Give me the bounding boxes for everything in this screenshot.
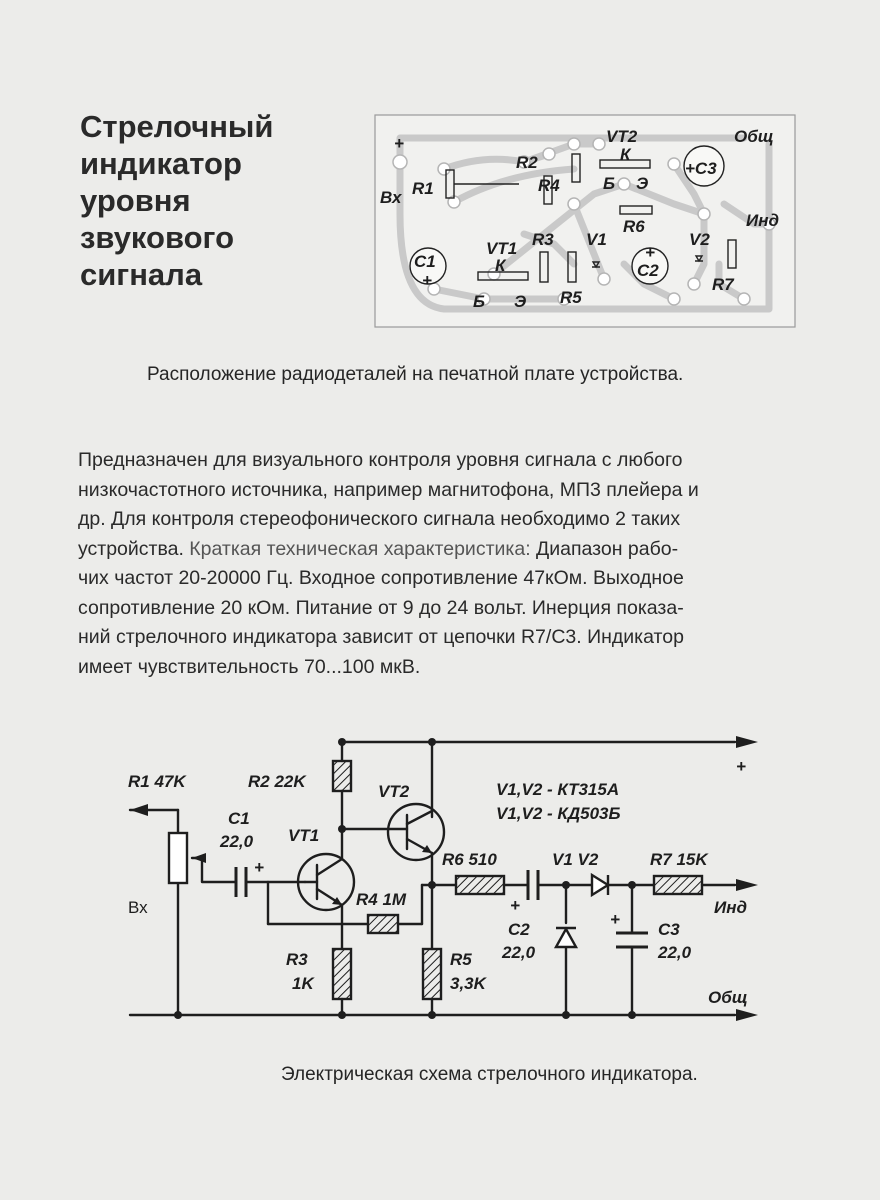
c2-label: C2 <box>508 920 530 939</box>
r6-body <box>456 876 504 894</box>
r5-body <box>423 949 441 999</box>
pcb-v1-label: V1 <box>586 230 607 249</box>
schematic-caption: Электрическая схема стрелочного индикатора. <box>281 1064 698 1085</box>
component-note-1: V1,V2 - КТ315А <box>496 780 620 799</box>
pcb-r2-label: R2 <box>516 153 538 172</box>
pcb-c2-plus: + <box>645 243 655 262</box>
r7-body <box>654 876 702 894</box>
title-line: Стрелочный <box>80 109 274 144</box>
vt2-label: VT2 <box>378 782 410 801</box>
vt2-symbol <box>388 804 444 860</box>
input-label: Вх <box>128 898 148 917</box>
pcb-plus-label: + <box>394 134 404 153</box>
r3-value: 1K <box>292 974 314 993</box>
pcb-vt1-b-label: Б <box>473 292 486 311</box>
title-line: уровня <box>80 183 191 218</box>
pcb-layout-figure <box>374 114 796 328</box>
title-line: сигнала <box>80 257 203 292</box>
description-line: Предназначен для визуального контроля уровня сигнала с любого <box>78 449 683 471</box>
r5-label: R5 <box>450 950 472 969</box>
description-line: ний стрелочного индикатора зависит от цепочки R7/C3. Индикатор <box>78 626 684 648</box>
pcb-vt2-e-label: Э <box>636 174 649 193</box>
description-fragment: устройства. <box>78 537 190 560</box>
pcb-c1-label: C1 <box>414 252 436 271</box>
r2-body <box>333 761 351 791</box>
pcb-r7-label: R7 <box>712 275 734 294</box>
pcb-c2-label: C2 <box>637 261 659 280</box>
output-arrow <box>736 879 758 891</box>
r7-label: R7 15K <box>650 850 708 869</box>
vt1-label: VT1 <box>288 826 320 845</box>
r3-label: R3 <box>286 950 308 969</box>
input-arrow <box>130 804 148 816</box>
description-line: имеет чувствительность 70...100 мкВ. <box>78 655 421 678</box>
v2-diode <box>592 875 608 895</box>
r2-label: R2 22K <box>248 772 306 791</box>
pcb-input-label: Вх <box>380 188 402 207</box>
r4-body <box>368 915 398 933</box>
pcb-caption: Расположение радиодеталей на печатной плате устройства. <box>147 364 684 385</box>
ground-label: Общ <box>708 988 748 1007</box>
component-note-2: V1,V2 - КД503Б <box>496 804 621 823</box>
pcb-vt2-k-label: К <box>620 145 631 164</box>
pcb-r3-label: R3 <box>532 230 554 249</box>
r4-label: R4 1M <box>356 890 407 909</box>
c2-plus: + <box>510 896 520 915</box>
pcb-r1-label: R1 <box>412 179 434 198</box>
output-label: Инд <box>714 898 748 917</box>
c1-label: C1 <box>228 809 250 828</box>
plus-arrow <box>736 736 758 748</box>
pcb-ground-label: Общ <box>734 127 774 146</box>
v1-diode <box>556 929 576 947</box>
pcb-c3-label: +C3 <box>685 159 717 178</box>
pcb-v2-label: V2 <box>689 230 710 249</box>
r5-value: 3,3K <box>450 974 486 993</box>
v1-v2-label: V1 V2 <box>552 850 599 869</box>
description-line: др. Для контроля стереофонического сигнала необходимо 2 таких <box>78 508 681 530</box>
description-line: чих частот 20-20000 Гц. Входное сопротивление 47кОм. Выходное <box>78 567 684 589</box>
description-line: низкочастотного источника, например магнитофона, МП3 плейера и <box>78 478 699 501</box>
description <box>78 446 818 682</box>
c3-value: 22,0 <box>658 943 692 962</box>
pcb-vt2-b-label: Б <box>603 174 616 193</box>
spec-heading: Краткая техническая характеристика: <box>189 537 531 560</box>
pcb-output-label: Инд <box>746 211 780 230</box>
pcb-vt1-k-label: К <box>495 256 506 275</box>
plus-terminal-label: + <box>736 757 746 776</box>
ground-arrow <box>736 1009 758 1021</box>
description-fragment: Диапазон рабо- <box>530 537 679 560</box>
pcb-r4-label: R4 <box>538 176 560 195</box>
pcb-c1-plus: + <box>422 271 432 290</box>
title-line: звукового <box>80 220 235 255</box>
pcb-r5-label: R5 <box>560 288 582 307</box>
r1-label: R1 47K <box>128 772 186 791</box>
pcb-r6-label: R6 <box>623 217 645 236</box>
description-line <box>78 535 818 565</box>
pcb-vt1-label: VT1 <box>486 239 518 258</box>
pcb-vt1-e-label: Э <box>514 292 527 311</box>
r6-label: R6 510 <box>442 850 497 869</box>
r1-body <box>169 833 187 883</box>
c1-value: 22,0 <box>220 832 254 851</box>
title-line: индикатор <box>80 146 242 181</box>
description-line: сопротивление 20 кОм. Питание от 9 до 24 вольт. Инерция показа- <box>78 596 684 619</box>
c3-plus: + <box>610 910 620 929</box>
article-title <box>80 108 360 293</box>
circuit-schematic <box>110 725 770 1030</box>
c1-plus: + <box>254 858 264 877</box>
pcb-vt2-label: VT2 <box>606 127 638 146</box>
c3-label: C3 <box>658 920 680 939</box>
r1-wiper <box>192 853 206 863</box>
r3-body <box>333 949 351 999</box>
c2-value: 22,0 <box>502 943 536 962</box>
